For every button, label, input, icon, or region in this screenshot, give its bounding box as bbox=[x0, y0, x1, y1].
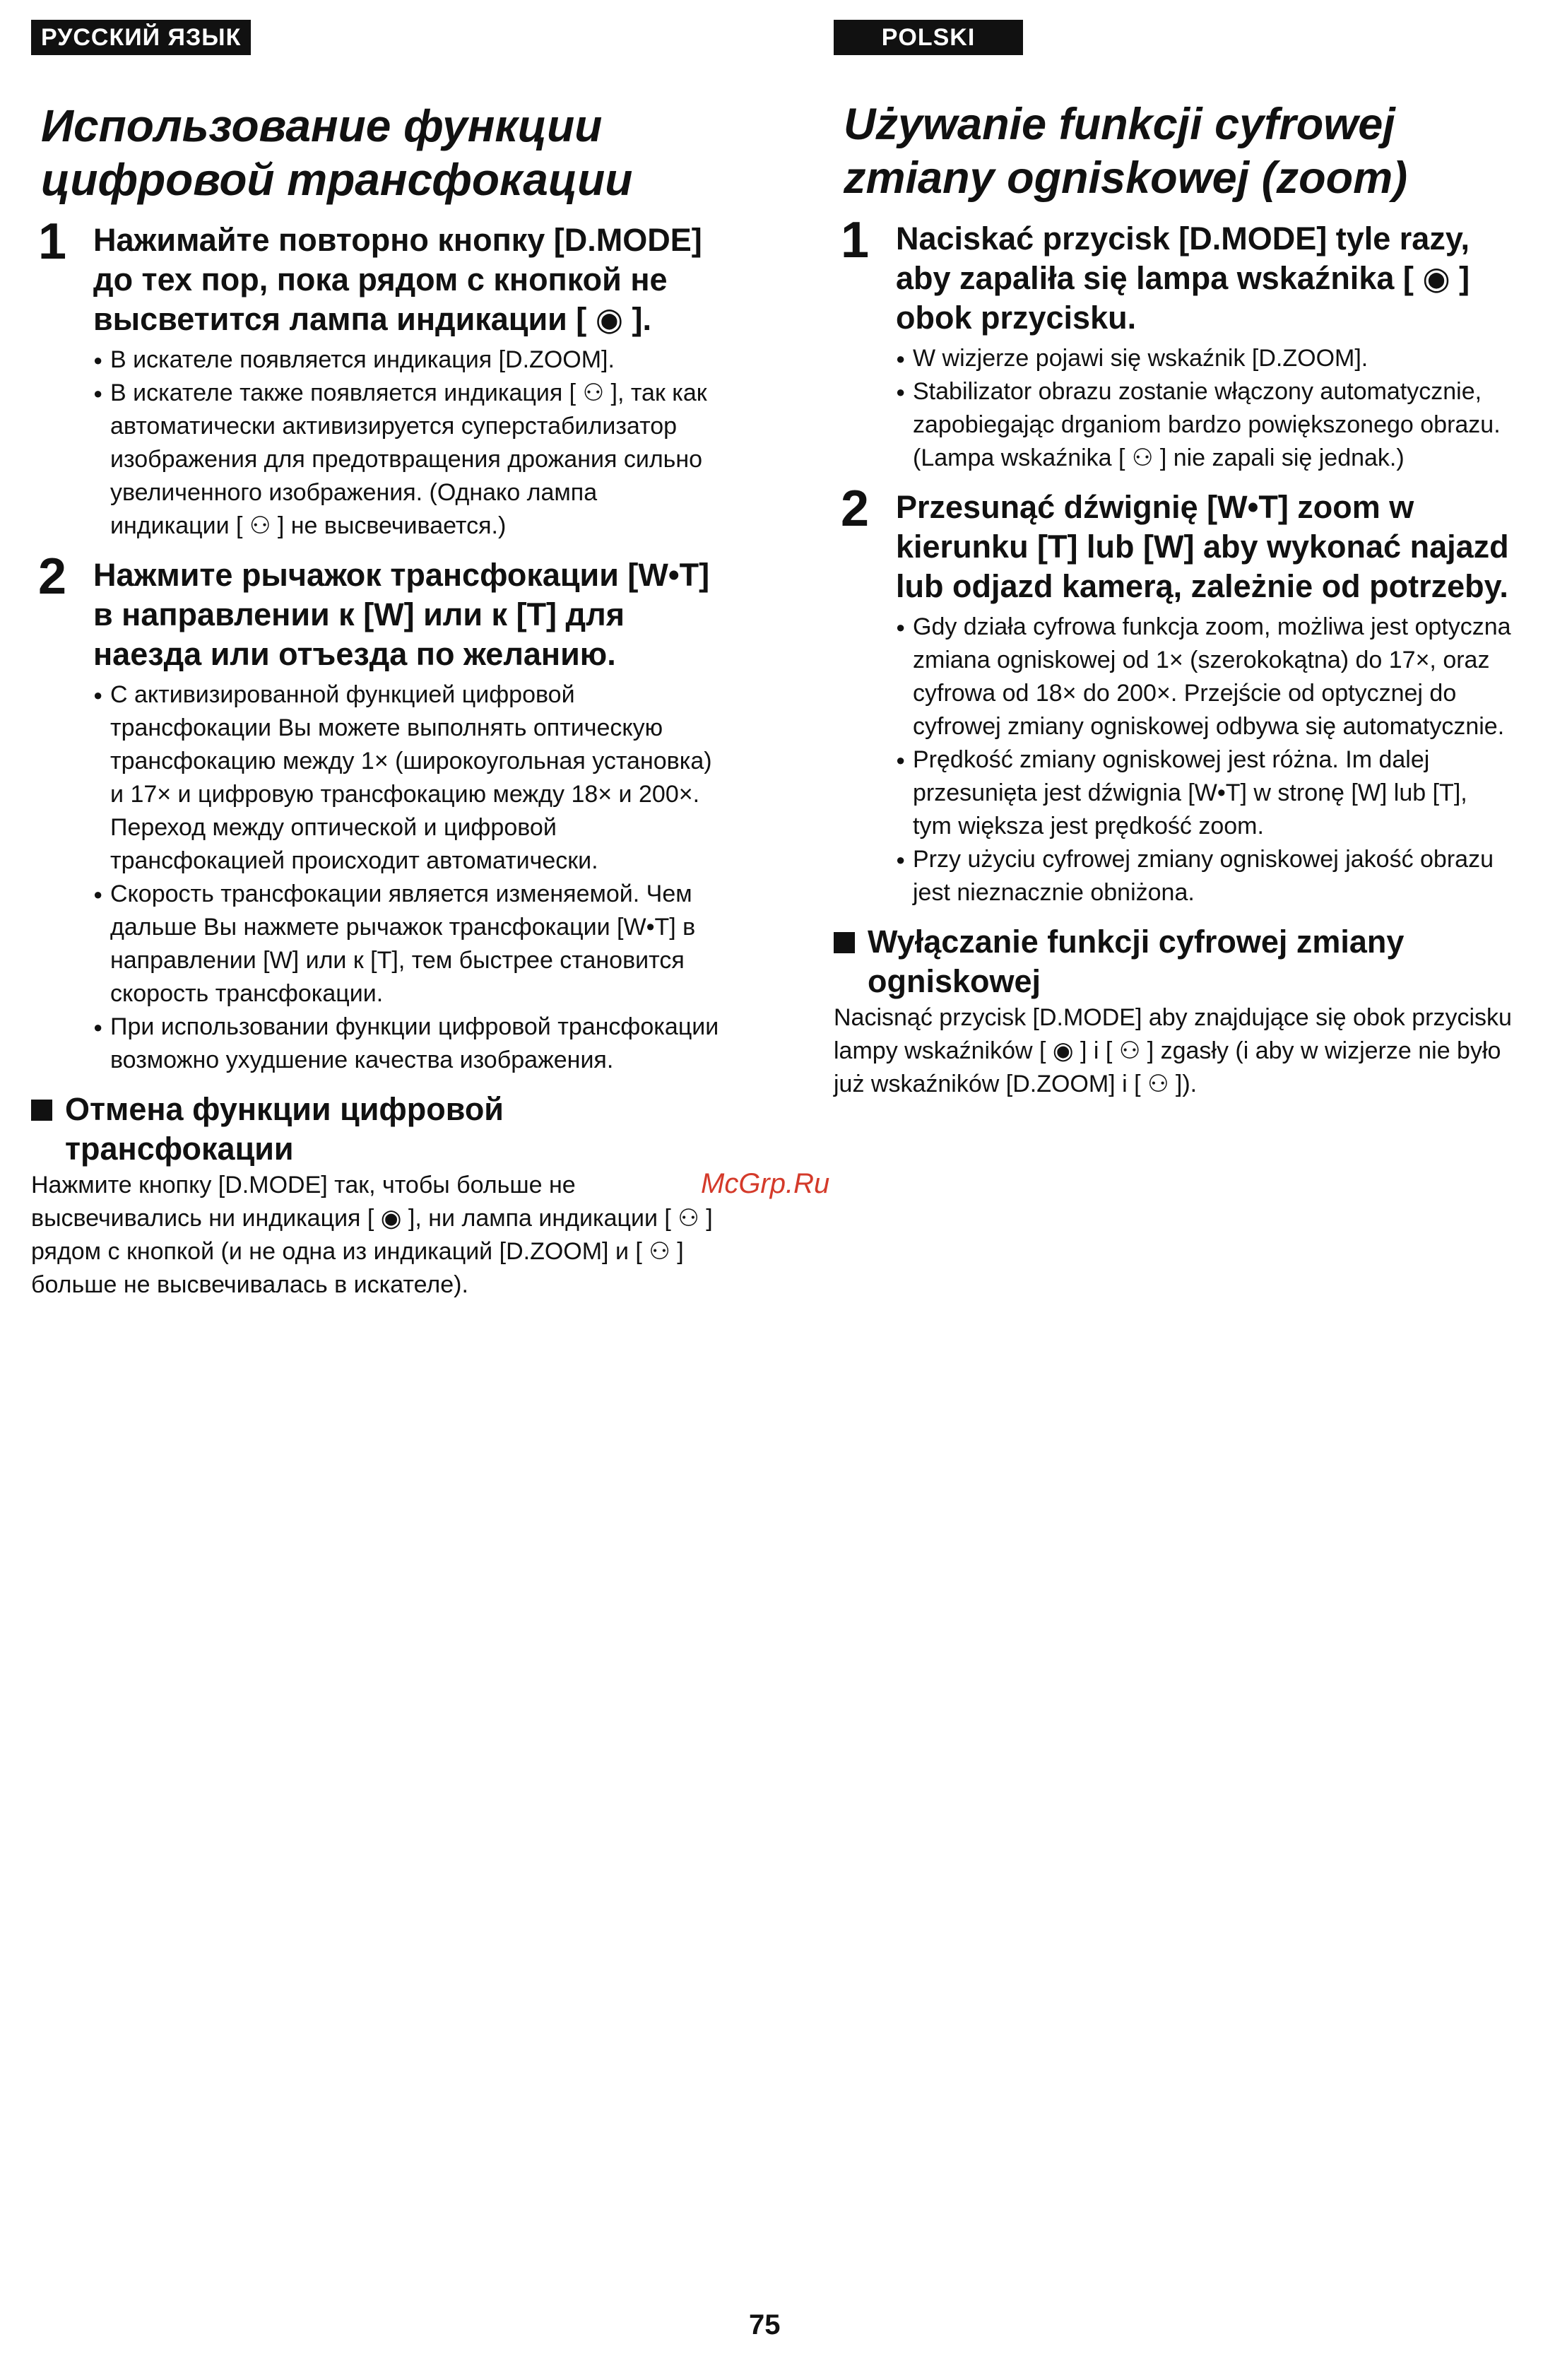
step-title: Нажмите рычажок трансфокации [W•T] в направлении к [W] или к [T] для наезда или отъезда по желанию. bbox=[93, 557, 710, 672]
page-number: 75 bbox=[749, 2309, 781, 2340]
cancel-text-polish: Nacisnąć przycisk [D.MODE] aby znajdujące się obok przycisku lampy wskaźników [ ◉ ] i [ ⚇ ] zgasły (i aby w wizjerze nie było już wskaźników [D.ZOOM] i [ ⚇ ]). bbox=[834, 1004, 1512, 1097]
step-title: Przesunąć dźwignię [W•T] zoom w kierunku [T] lub [W] aby wykonać najazd lub odjazd kamerą, zależnie od potrzeby. bbox=[896, 489, 1509, 604]
note-item: ● Stabilizator obrazu zostanie włączony automatycznie, zapobiegając drganiom bardzo powiększonego obrazu. (Lampa wskaźnika [ ⚇ ] nie zapali się jednak.) bbox=[896, 375, 1512, 475]
step-notes bbox=[896, 611, 1512, 909]
section-title-russian: Использование функции цифровой трансфокации bbox=[41, 100, 633, 205]
step-2-polish bbox=[834, 481, 1512, 909]
note-item: ● Скорость трансфокации является изменяемой. Чем дальше Вы нажмете рычажок трансфокации [W•T] в направлении [W] или к [T], тем быстрее становится скорость трансфокации. bbox=[93, 878, 720, 1011]
section-title-polish: Używanie funkcji cyfrowej zmiany ogniskowej (zoom) bbox=[844, 100, 1408, 203]
step-1-polish bbox=[834, 212, 1512, 475]
note-item: ● В искателе также появляется индикация [ ⚇ ], так как автоматически активизируется суперстабилизатор изображения для предотвращения дрожания сильно увеличенного изображения. (Однако лампа индикации [ ⚇ ] не высвечивается.) bbox=[93, 377, 720, 543]
polish-column bbox=[834, 20, 1512, 1101]
cancel-heading-polish: Wyłączanie funkcji cyfrowej zmiany ogniskowej bbox=[834, 922, 1512, 1001]
step-notes bbox=[93, 343, 720, 543]
language-tab-polish: POLSKI bbox=[834, 20, 1023, 55]
note-item: ● Gdy działa cyfrowa funkcja zoom, możliwa jest optyczna zmiana ogniskowej od 1× (szerokokątna) do 17×, oraz cyfrowa od 18× do 200×. Przejście od optycznej do cyfrowej zmiany ogniskowej odbywa się automatycznie. bbox=[896, 611, 1512, 743]
note-item: ● С активизированной функцией цифровой трансфокации Вы можете выполнять оптическую трансфокацию между 1× (широкоугольная установка) и 17× и цифровую трансфокацию между 18× и 200×. Переход между оптической и цифровой трансфокацией происходит автоматически. bbox=[93, 678, 720, 878]
step-2-russian bbox=[31, 548, 720, 1077]
step-title: Naciskać przycisk [D.MODE] tyle razy, aby zapaliła się lampa wskaźnika [ ◉ ] obok przycisku. bbox=[896, 220, 1470, 336]
note-item: ● В искателе появляется индикация [D.ZOOM]. bbox=[93, 343, 720, 377]
watermark: McGrp.Ru bbox=[701, 1168, 830, 1199]
step-number: 2 bbox=[841, 481, 870, 537]
step-number: 1 bbox=[841, 212, 870, 269]
cancel-text-russian: Нажмите кнопку [D.MODE] так, чтобы больше не высвечивались ни индикация [ ◉ ], ни лампа индикации [ ⚇ ] рядом с кнопкой (и не одна из индикаций [D.ZOOM] и [ ⚇ ] больше не высвечивалась в искателе). bbox=[31, 1172, 713, 1298]
language-tab-russian: РУССКИЙ ЯЗЫК bbox=[31, 20, 251, 55]
step-title: Нажимайте повторно кнопку [D.MODE] до тех пор, пока рядом с кнопкой не высветится лампа индикации [ ◉ ]. bbox=[93, 222, 702, 337]
note-item: ● W wizjerze pojawi się wskaźnik [D.ZOOM]. bbox=[896, 342, 1512, 375]
step-1-russian bbox=[31, 213, 720, 543]
step-notes bbox=[896, 342, 1512, 475]
note-item: ● Prędkość zmiany ogniskowej jest różna. Im dalej przesunięta jest dźwignia [W•T] w stronę [W] lub [T], tym większa jest prędkość zoom. bbox=[896, 743, 1512, 843]
note-item: ● При использовании функции цифровой трансфокации возможно ухудшение качества изображения. bbox=[93, 1011, 720, 1077]
step-notes bbox=[93, 678, 720, 1077]
russian-column bbox=[31, 20, 720, 1302]
step-number: 2 bbox=[38, 548, 67, 605]
cancel-heading-russian: Отмена функции цифровой трансфокации bbox=[31, 1090, 720, 1169]
note-item: ● Przy użyciu cyfrowej zmiany ogniskowej jakość obrazu jest nieznacznie obniżona. bbox=[896, 843, 1512, 909]
step-number: 1 bbox=[38, 213, 67, 270]
